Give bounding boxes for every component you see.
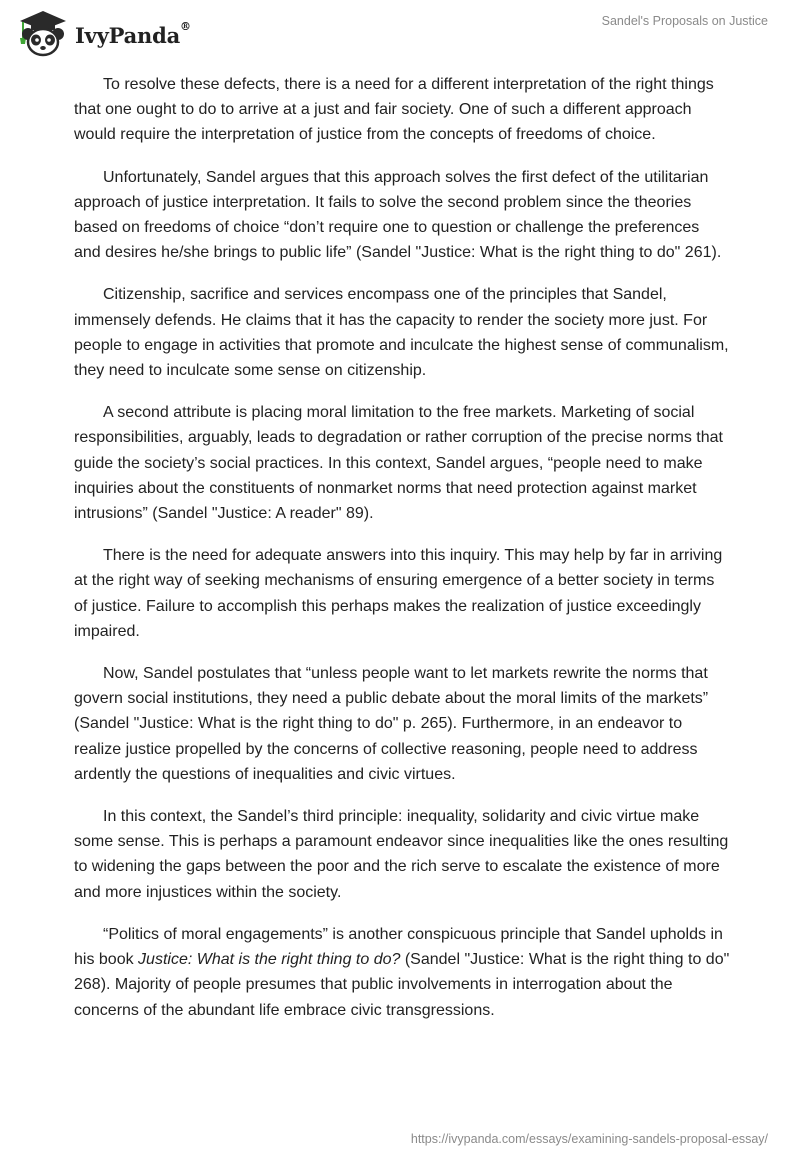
logo-text: IvyPanda [75,22,181,48]
paragraph: Citizenship, sacrifice and services encompass one of the principles that Sandel, immensely defends. He claims that it has the capacity to render the society more just. For people to engage in activities that promote and inculcate the highest sense of communalism, they need to inculcate some sense on citizenship. [74,286,729,380]
panda-graduation-cap-icon [14,8,72,58]
paragraph: There is the need for adequate answers into this inquiry. This may help by far in arriving at the right way of seeking mechanisms of ensuring emergence of a better society in terms of justice. Failure to accomplish this perhaps makes the realization of justice exceedingly impaired. [74,547,723,640]
page-header [0,0,800,70]
registered-mark: ® [180,19,191,33]
paragraph: A second attribute is placing moral limitation to the free markets. Marketing of social responsibilities, arguably, leads to degradation or rather corruption of the precise norms that guide the society’s social practices. In this context, Sandel argues, “people need to make inquiries about the constituents of nonmarket norms that need protection against market intrusions” (Sandel "Justice: A reader" 89). [74,404,723,523]
paragraph: To resolve these defects, there is a need for a different interpretation of the right things that one ought to do to arrive at a just and fair society. One of such a different approach would require the interpretation of justice from the concepts of freedoms of choice. [74,76,714,144]
paragraph: Unfortunately, Sandel argues that this approach solves the first defect of the utilitarian approach of justice interpretation. It fails to solve the second problem since the theories based on freedoms of choice “don’t require one to question or challenge the preferences and desires he/she brings to public life” (Sandel "Justice: What is the right thing to do" 261). [74,168,722,262]
paragraph-text: (Sandel "Justice: What is the right thing to do" 268). Majority of people presumes that public involvements in interrogation about the concerns of the abundant life embrace civic transgressions. [74,951,730,1019]
paragraph [74,922,730,1023]
logo-wordmark [75,19,191,48]
paragraph: Now, Sandel postulates that “unless people want to let markets rewrite the norms that govern social institutions, they need a public debate about the moral limits of the markets” (Sandel "Justice: What is the right thing to do" p. 265). Furthermore, in an endeavor to realize justice propelled by the concerns of collective reasoning, people need to address ardently the questions of inequalities and civic virtues. [74,665,709,783]
paragraph: In this context, the Sandel’s third principle: inequality, solidarity and civic virtue make some sense. This is perhaps a paramount endeavor since inequalities like the ones resulting to widening the gaps between the poor and the rich serve to escalate the existence of more and more injustices within the society. [74,808,729,901]
essay-body [74,72,730,1040]
paragraph-text: “Politics of moral engagements” is another conspicuous principle that Sandel upholds in his book [74,925,723,969]
book-title: Justice: What is the right thing to do? [138,951,401,969]
ivypanda-logo[interactable] [14,8,191,58]
source-url[interactable]: https://ivypanda.com/essays/examining-sandels-proposal-essay/ [410,1132,768,1146]
document-running-title: Sandel's Proposals on Justice [601,14,768,28]
